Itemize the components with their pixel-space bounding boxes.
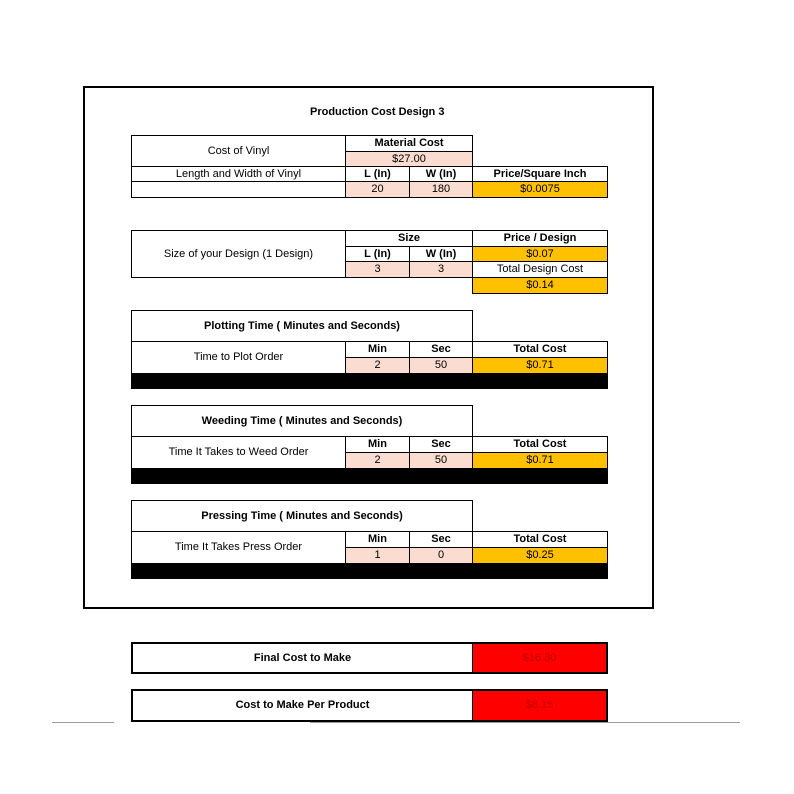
page-break-line-right [310, 722, 740, 723]
vinyl-width-header: W (In) [409, 166, 473, 182]
weeding-time-header: Weeding Time ( Minutes and Seconds) [131, 405, 473, 437]
press-min-header: Min [345, 531, 410, 548]
material-cost-header: Material Cost [345, 135, 473, 152]
plot-total-cost-value: $0.71 [472, 357, 608, 374]
total-design-cost-value: $0.14 [472, 277, 608, 294]
design-width-header: W (In) [409, 246, 473, 262]
size-header: Size [345, 230, 473, 247]
page-title: Production Cost Design 3 [310, 106, 445, 118]
weed-sec-header: Sec [409, 436, 473, 453]
cost-per-product-label: Cost to Make Per Product [131, 689, 473, 722]
page-break-line-left [52, 722, 114, 723]
press-order-label: Time It Takes Press Order [131, 531, 346, 564]
price-per-square-inch-header: Price/Square Inch [472, 166, 608, 182]
pressing-divider-bar [131, 563, 608, 579]
weed-total-cost-header: Total Cost [472, 436, 608, 453]
plot-min-header: Min [345, 341, 410, 358]
weed-sec-value[interactable]: 50 [409, 452, 473, 469]
press-sec-header: Sec [409, 531, 473, 548]
plotting-divider-bar [131, 373, 608, 389]
press-min-value[interactable]: 1 [345, 547, 410, 564]
plot-total-cost-header: Total Cost [472, 341, 608, 358]
design-size-label: Size of your Design (1 Design) [131, 230, 346, 278]
cost-of-vinyl-label: Cost of Vinyl [131, 135, 346, 167]
vinyl-blank-cell [131, 181, 346, 198]
vinyl-length-value[interactable]: 20 [345, 181, 410, 198]
weeding-divider-bar [131, 468, 608, 484]
weed-min-value[interactable]: 2 [345, 452, 410, 469]
press-total-cost-header: Total Cost [472, 531, 608, 548]
plot-sec-header: Sec [409, 341, 473, 358]
press-sec-value[interactable]: 0 [409, 547, 473, 564]
plotting-time-header: Plotting Time ( Minutes and Seconds) [131, 310, 473, 342]
weed-total-cost-value: $0.71 [472, 452, 608, 469]
weed-order-label: Time It Takes to Weed Order [131, 436, 346, 469]
vinyl-length-header: L (In) [345, 166, 410, 182]
pressing-time-header: Pressing Time ( Minutes and Seconds) [131, 500, 473, 532]
design-length-header: L (In) [345, 246, 410, 262]
total-design-cost-label: Total Design Cost [472, 261, 608, 278]
final-cost-value: $16.30 [472, 642, 608, 674]
design-length-value[interactable]: 3 [345, 261, 410, 278]
cost-per-product-value: $8.15 [472, 689, 608, 722]
plot-min-value[interactable]: 2 [345, 357, 410, 374]
plot-sec-value[interactable]: 50 [409, 357, 473, 374]
price-per-square-inch-value: $0.0075 [472, 181, 608, 198]
material-cost-value[interactable]: $27.00 [345, 151, 473, 167]
weed-min-header: Min [345, 436, 410, 453]
price-per-design-header: Price / Design [472, 230, 608, 247]
design-width-value[interactable]: 3 [409, 261, 473, 278]
press-total-cost-value: $0.25 [472, 547, 608, 564]
plot-order-label: Time to Plot Order [131, 341, 346, 374]
vinyl-dims-label: Length and Width of Vinyl [131, 166, 346, 182]
price-per-design-value: $0.07 [472, 246, 608, 262]
vinyl-width-value[interactable]: 180 [409, 181, 473, 198]
final-cost-label: Final Cost to Make [131, 642, 473, 674]
